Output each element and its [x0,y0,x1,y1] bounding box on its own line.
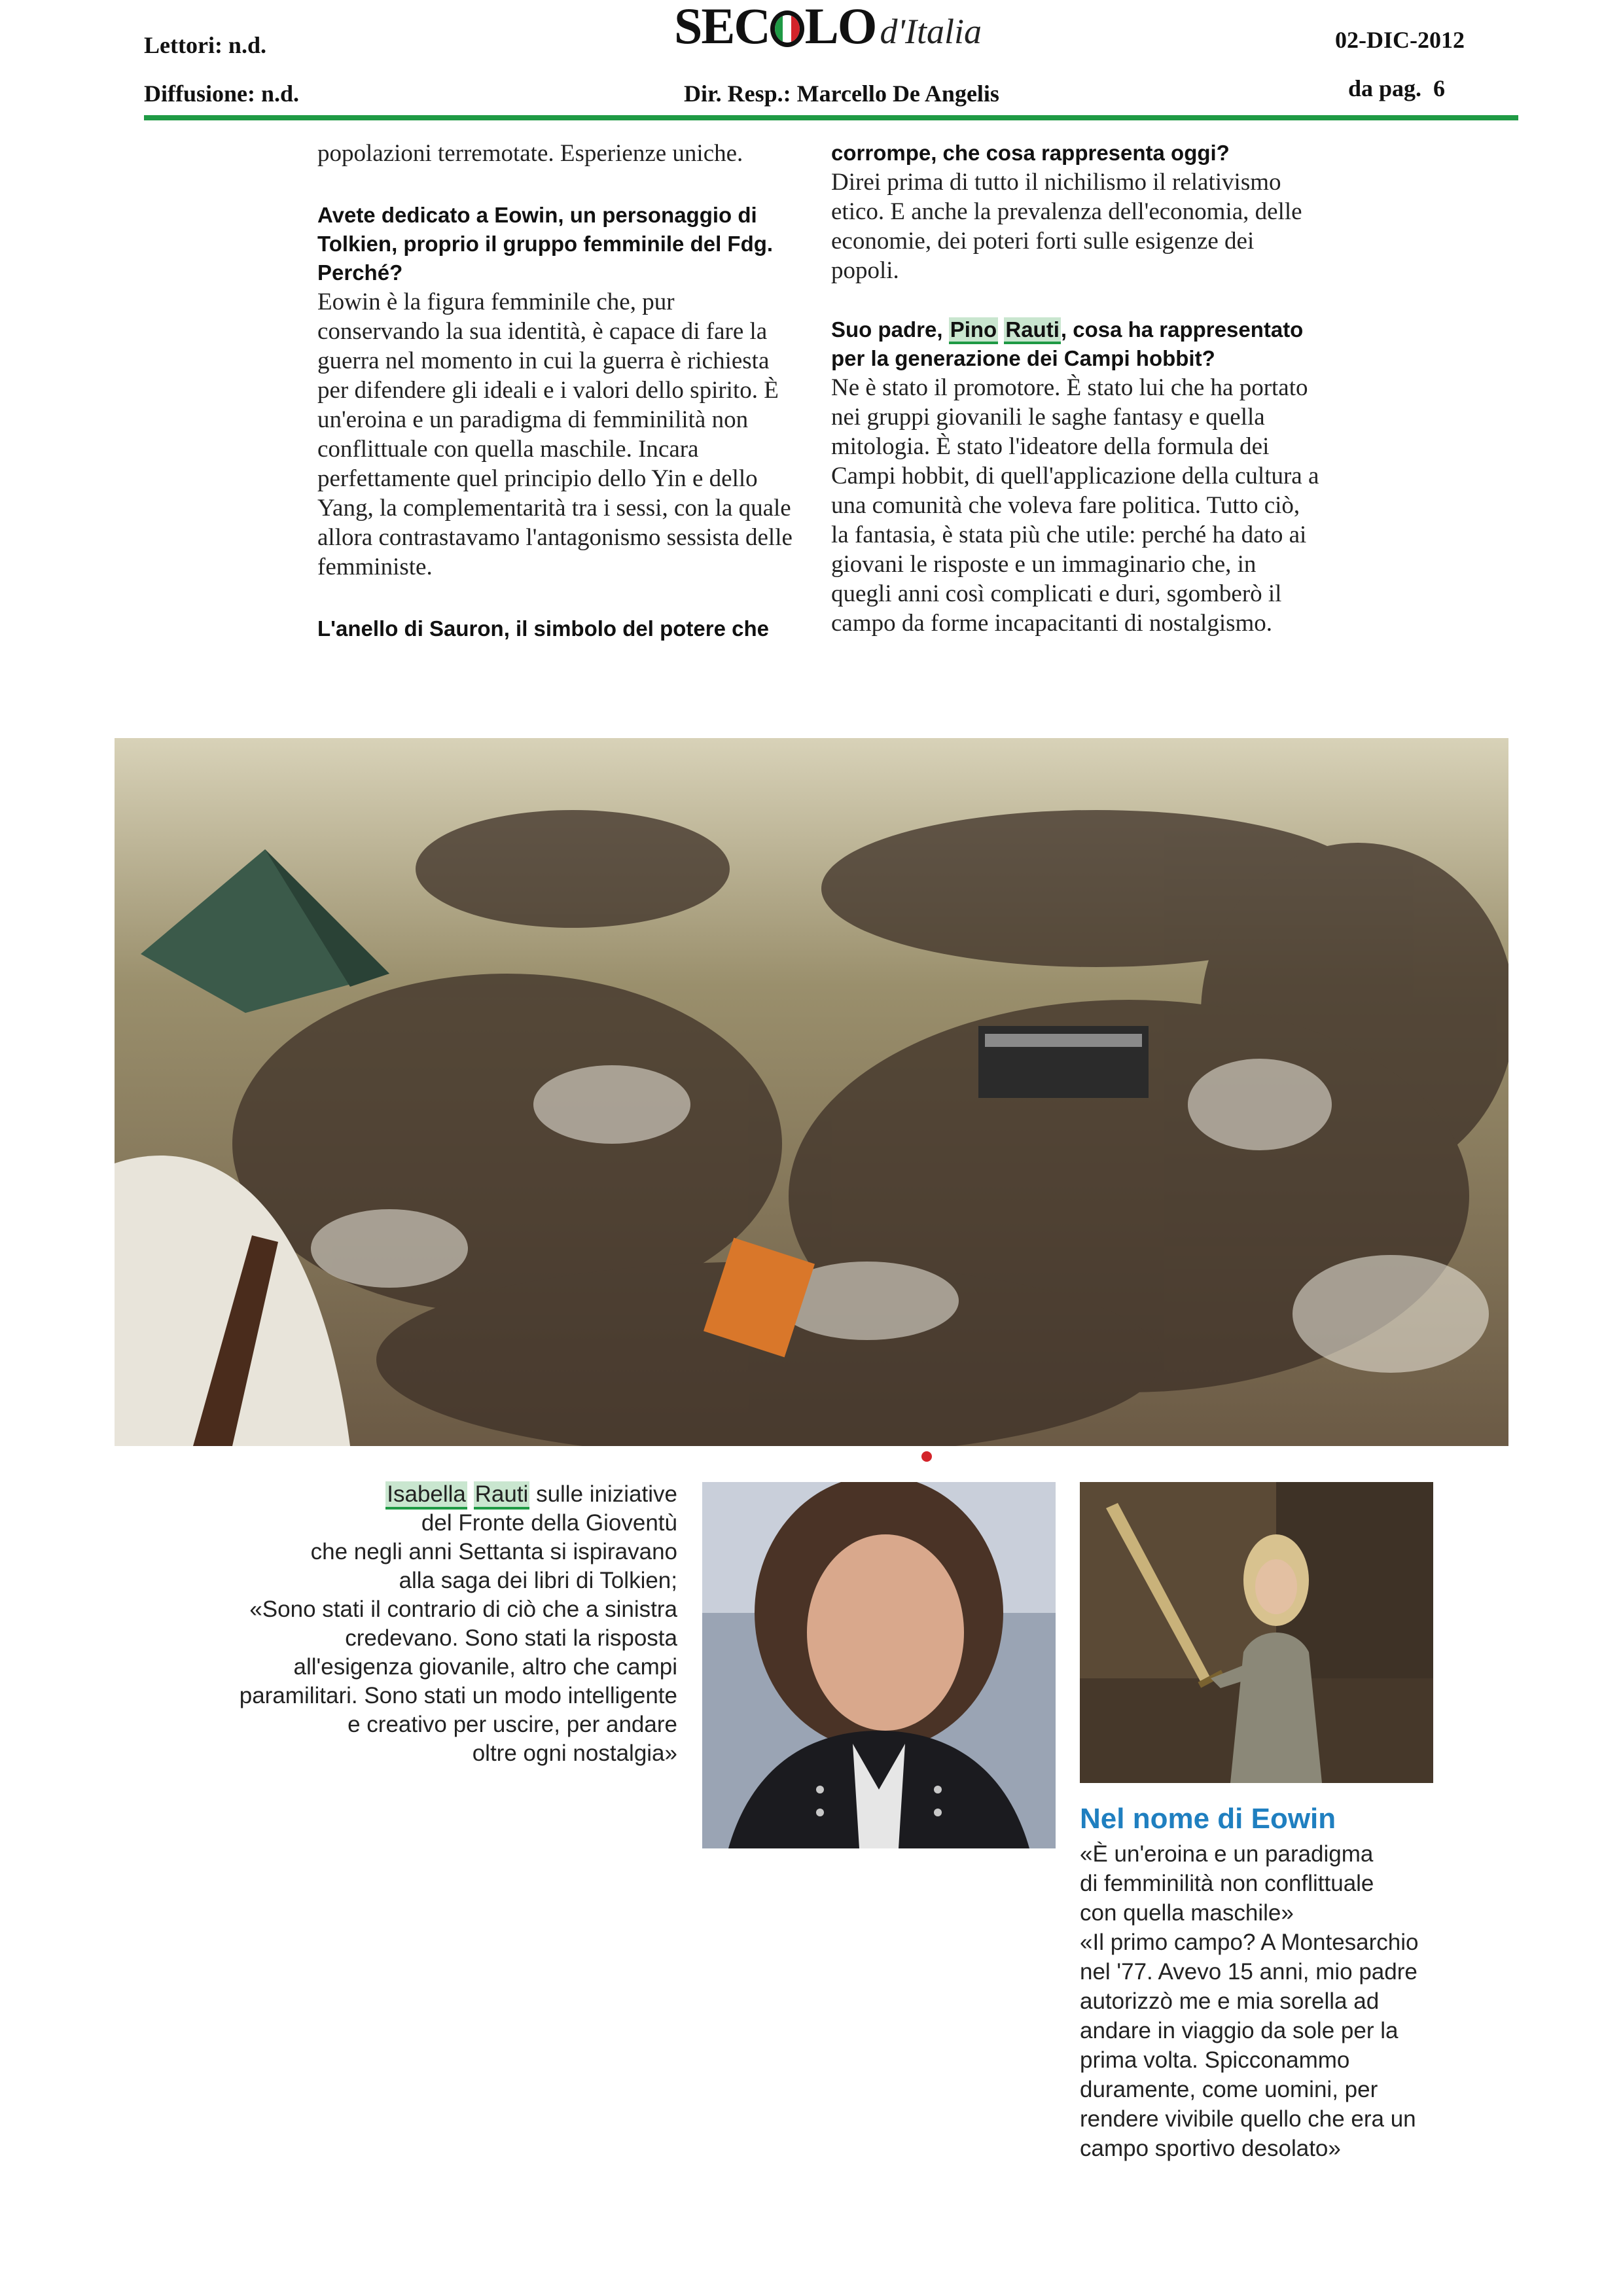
answer-eowin: Eowin è la figura femminile che, pur conservando la sua identità, è capace di fare la guerra nel momento in cui la guerra è richiesta per difendere gli ideali e i valori dello spirito. È un'eroina e un paradigma di femminilità non conflittuale con quella maschile. Incara perfettamente quel principio dello Yin e dello Yang, la complementarità tra i sessi, con la quale allora contrastavamo l'antagonismo sessista delle femministe. [317,289,793,580]
highlight-name-pino: Pino [949,317,999,344]
crowd-photo [115,738,1508,1446]
box-line-3: con quella maschile» [1080,1900,1294,1926]
eowin-film-still [1080,1482,1433,1783]
box-line-11: campo sportivo desolato» [1080,2136,1341,2161]
lettori-label: Lettori: n.d. [144,32,266,58]
caption-line-1 [190,1480,677,1509]
masthead-script: d'Italia [880,12,982,51]
portrait-photo [702,1482,1056,1848]
diffusione-label: Diffusione: n.d. [144,80,300,107]
director-line: Dir. Resp.: Marcello De Angelis [684,80,999,107]
question-father [831,315,1322,373]
box-line-6: autorizzò me e mia sorella ad [1080,1988,1380,2014]
caption-line-7: all'esigenza giovanile, altro che campi [293,1654,677,1680]
question-eowin: Avete dedicato a Eowin, un personaggio di Tolkien, proprio il gruppo femminile del Fdg. Perché? [317,203,774,285]
date-label: 02-DIC-2012 [1335,27,1465,53]
caption-line-9: e creativo per uscire, per andare [348,1712,677,1737]
answer-sauron: Direi prima di tutto il nichilismo il relativismo etico. E anche la prevalenza dell'economia, delle economie, dei poteri forti sulle esigenze dei popoli. [831,169,1302,284]
portrait-caption [190,1480,677,1768]
page-reference: da pag. 6 [1348,75,1446,101]
masthead-word-right: LO [804,0,876,54]
caption-line-4: alla saga dei libri di Tolkien; [399,1568,677,1593]
highlight-name-rauti: Rauti [1004,317,1061,344]
caption-line-1-rest: sulle iniziative [529,1481,677,1507]
box-line-7: andare in viaggio da sole per la [1080,2018,1399,2043]
caption-line-3: che negli anni Settanta si ispiravano [310,1539,677,1564]
highlight-name-isabella: Isabella [385,1481,467,1510]
tricolor-o-icon [770,10,804,47]
eowin-box-text [1080,1839,1505,2163]
box-line-10: rendere vivibile quello che era un [1080,2106,1416,2132]
box-line-1: «È un'eroina e un paradigma [1080,1841,1374,1867]
masthead-word-left: SEC [674,0,770,54]
highlight-name-rauti-caption: Rauti [474,1481,530,1510]
header-divider [144,115,1518,120]
eowin-box [1080,1803,1505,2163]
question-sauron-continued: corrompe, che cosa rappresenta oggi? [831,141,1230,165]
question-father-post: , cosa ha rappresentato per la generazione dei Campi hobbit? [831,317,1304,370]
caption-line-5: «Sono stati il contrario di ciò che a sinistra [249,1597,677,1622]
article-right-column [831,139,1322,638]
newspaper-masthead [674,0,1014,52]
caption-line-6: credevano. Sono stati la risposta [345,1625,677,1651]
box-line-8: prima volta. Spicconammo [1080,2047,1350,2073]
question-sauron: L'anello di Sauron, il simbolo del potere che [317,616,769,641]
box-line-5: nel '77. Avevo 15 anni, mio padre [1080,1959,1418,1985]
caption-line-10: oltre ogni nostalgia» [472,1740,677,1766]
answer-father: Ne è stato il promotore. È stato lui che ha portato nei gruppi giovanili le saghe fantasy e quella mitologia. È stato l'ideatore della formula dei Campi hobbit, di quell'applicazione della cultura a una comunità che voleva fare politica. Tutto ciò, la fantasia, è stata più che utile: perché ha dato ai giovani le risposte e un immaginario che, in quegli anni così complicati e duri, sgomberò il campo da forme incapacitanti di nostalgismo. [831,374,1319,637]
paragraph-intro: popolazioni terremotate. Esperienze uniche. [317,140,743,167]
box-line-4: «Il primo campo? A Montesarchio [1080,1930,1419,1955]
red-dot-marker [921,1451,932,1462]
article-left-column [317,139,802,643]
question-father-pre: Suo padre, [831,317,949,342]
box-line-2: di femminilità non conflittuale [1080,1871,1374,1896]
caption-line-8: paramilitari. Sono stati un modo intelligente [239,1683,677,1708]
eowin-box-title: Nel nome di Eowin [1080,1803,1336,1835]
caption-line-2: del Fronte della Gioventù [421,1510,677,1536]
box-line-9: duramente, come uomini, per [1080,2077,1378,2102]
